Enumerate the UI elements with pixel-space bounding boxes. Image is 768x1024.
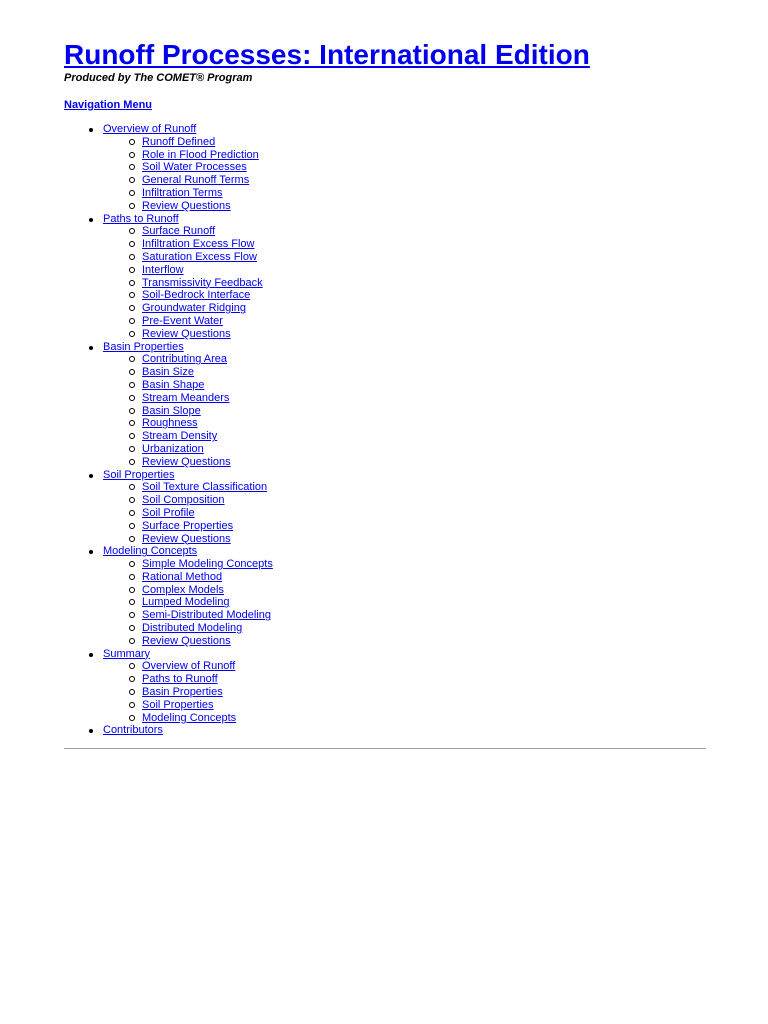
nav-subsection-list — [103, 481, 706, 545]
nav-subsection-item — [103, 353, 706, 366]
nav-subsection-item — [103, 622, 706, 635]
nav-subsection-link[interactable]: Soil Profile — [142, 506, 195, 519]
nav-subsection-item — [103, 251, 706, 264]
nav-subsection-item — [103, 200, 706, 213]
nav-subsection-item — [103, 149, 706, 162]
nav-subsection-link[interactable]: Distributed Modeling — [142, 622, 243, 635]
bullet-circle-icon — [129, 139, 135, 145]
bullet-circle-icon — [129, 612, 135, 618]
bullet-circle-icon — [129, 420, 135, 426]
bullet-circle-icon — [129, 702, 135, 708]
bullet-disc-icon — [89, 218, 93, 222]
nav-subsection-link[interactable]: Groundwater Ridging — [142, 302, 246, 315]
nav-subsection-item — [103, 225, 706, 238]
nav-section-link[interactable]: Basin Properties — [103, 340, 184, 353]
nav-subsection-link[interactable]: Stream Meanders — [142, 391, 230, 404]
bullet-disc-icon — [89, 474, 93, 478]
bullet-circle-icon — [129, 280, 135, 286]
bullet-circle-icon — [129, 395, 135, 401]
bullet-circle-icon — [129, 382, 135, 388]
nav-subsection-link[interactable]: General Runoff Terms — [142, 174, 250, 187]
nav-subsection-item — [103, 494, 706, 507]
nav-subsection-item — [103, 635, 706, 648]
bullet-circle-icon — [129, 587, 135, 593]
bullet-circle-icon — [129, 715, 135, 721]
nav-subsection-item — [103, 520, 706, 533]
bullet-disc-icon — [89, 653, 93, 657]
nav-subsection-list — [103, 660, 706, 724]
page-title-link[interactable]: Runoff Processes: International Edition — [64, 39, 590, 70]
nav-subsection-item — [103, 533, 706, 546]
nav-section — [64, 123, 706, 213]
nav-subsection-link[interactable]: Surface Properties — [142, 519, 234, 532]
bullet-circle-icon — [129, 356, 135, 362]
navigation-menu-link[interactable]: Navigation Menu — [64, 99, 153, 111]
nav-subsection-link[interactable]: Semi-Distributed Modeling — [142, 609, 271, 622]
producer-credit: Produced by The COMET® Program — [64, 72, 253, 84]
nav-subsection-link[interactable]: Simple Modeling Concepts — [142, 558, 273, 571]
nav-subsection-link[interactable]: Review Questions — [142, 634, 231, 647]
nav-subsection-item — [103, 558, 706, 571]
nav-section-link[interactable]: Contributors — [103, 724, 163, 737]
nav-section — [64, 724, 706, 737]
bullet-circle-icon — [129, 318, 135, 324]
nav-subsection-item — [103, 302, 706, 315]
bullet-circle-icon — [129, 241, 135, 247]
bullet-circle-icon — [129, 369, 135, 375]
nav-subsection-link[interactable]: Soil Properties — [142, 698, 214, 711]
nav-subsection-link[interactable]: Stream Density — [142, 430, 218, 443]
bullet-circle-icon — [129, 190, 135, 196]
nav-subsection-link[interactable]: Basin Size — [142, 366, 194, 379]
nav-subsection-link[interactable]: Soil Texture Classification — [142, 481, 268, 494]
bullet-circle-icon — [129, 510, 135, 516]
bullet-circle-icon — [129, 446, 135, 452]
nav-subsection-link[interactable]: Roughness — [142, 417, 198, 430]
nav-subsection-link[interactable]: Complex Models — [142, 583, 224, 596]
bullet-circle-icon — [129, 164, 135, 170]
nav-section-link[interactable]: Soil Properties — [103, 468, 175, 481]
nav-subsection-item — [103, 481, 706, 494]
bullet-circle-icon — [129, 523, 135, 529]
nav-subsection-link[interactable]: Infiltration Terms — [142, 186, 223, 199]
bullet-circle-icon — [129, 152, 135, 158]
bullet-circle-icon — [129, 561, 135, 567]
bullet-circle-icon — [129, 497, 135, 503]
nav-section — [64, 213, 706, 341]
nav-subsection-link[interactable]: Overview of Runoff — [142, 660, 236, 673]
bullet-circle-icon — [129, 484, 135, 490]
nav-subsection-item — [103, 609, 706, 622]
nav-subsection-link[interactable]: Review Questions — [142, 199, 231, 212]
nav-section-link[interactable]: Summary — [103, 647, 151, 660]
nav-subsection-item — [103, 264, 706, 277]
nav-subsection-link[interactable]: Basin Shape — [142, 378, 205, 391]
nav-subsection-link[interactable]: Basin Slope — [142, 404, 201, 417]
nav-subsection-item — [103, 571, 706, 584]
bullet-circle-icon — [129, 599, 135, 605]
nav-subsection-link[interactable]: Review Questions — [142, 327, 231, 340]
nav-subsection-link[interactable]: Runoff Defined — [142, 135, 216, 148]
nav-subsection-item — [103, 161, 706, 174]
nav-subsection-item — [103, 673, 706, 686]
bullet-circle-icon — [129, 292, 135, 298]
nav-subsection-item — [103, 238, 706, 251]
nav-subsection-link[interactable]: Lumped Modeling — [142, 596, 230, 609]
page-content — [64, 38, 706, 749]
bullet-disc-icon — [89, 346, 93, 350]
bullet-disc-icon — [89, 128, 93, 132]
nav-subsection-link[interactable]: Basin Properties — [142, 686, 223, 699]
nav-subsection-item — [103, 584, 706, 597]
bullet-circle-icon — [129, 574, 135, 580]
nav-subsection-item — [103, 315, 706, 328]
nav-subsection-link[interactable]: Transmissivity Feedback — [142, 276, 263, 289]
nav-section — [64, 648, 706, 725]
bullet-circle-icon — [129, 663, 135, 669]
nav-subsection-list — [103, 225, 706, 340]
bullet-circle-icon — [129, 536, 135, 542]
bullet-circle-icon — [129, 203, 135, 209]
nav-subsection-link[interactable]: Modeling Concepts — [142, 711, 237, 724]
nav-subsection-item — [103, 392, 706, 405]
nav-subsection-item — [103, 136, 706, 149]
nav-section — [64, 545, 706, 647]
bullet-circle-icon — [129, 228, 135, 234]
bullet-disc-icon — [89, 550, 93, 554]
nav-subsection-item — [103, 187, 706, 200]
nav-subsection-item — [103, 699, 706, 712]
nav-subsection-link[interactable]: Contributing Area — [142, 353, 227, 366]
bullet-circle-icon — [129, 254, 135, 260]
nav-subsection-link[interactable]: Surface Runoff — [142, 225, 216, 238]
nav-subsection-link[interactable]: Saturation Excess Flow — [142, 250, 257, 263]
navigation-menu — [64, 123, 706, 737]
nav-subsection-item — [103, 596, 706, 609]
nav-subsection-link[interactable]: Soil Composition — [142, 494, 225, 507]
nav-section-link[interactable]: Modeling Concepts — [103, 545, 198, 558]
nav-subsection-item — [103, 174, 706, 187]
bullet-circle-icon — [129, 331, 135, 337]
nav-subsection-item — [103, 328, 706, 341]
nav-subsection-item — [103, 430, 706, 443]
bullet-circle-icon — [129, 638, 135, 644]
nav-subsection-list — [103, 353, 706, 468]
nav-subsection-link[interactable]: Interflow — [142, 263, 184, 276]
bullet-circle-icon — [129, 676, 135, 682]
nav-subsection-link[interactable]: Paths to Runoff — [142, 673, 218, 686]
nav-subsection-item — [103, 660, 706, 673]
nav-subsection-item — [103, 379, 706, 392]
nav-section — [64, 341, 706, 469]
nav-subsection-item — [103, 686, 706, 699]
nav-section — [64, 469, 706, 546]
nav-subsection-item — [103, 443, 706, 456]
bullet-circle-icon — [129, 459, 135, 465]
horizontal-rule — [64, 748, 706, 749]
nav-subsection-item — [103, 456, 706, 469]
nav-subsection-link[interactable]: Urbanization — [142, 442, 204, 455]
nav-subsection-item — [103, 289, 706, 302]
nav-subsection-item — [103, 417, 706, 430]
nav-subsection-link[interactable]: Pre-Event Water — [142, 314, 223, 327]
nav-section-link[interactable]: Paths to Runoff — [103, 212, 179, 225]
nav-subsection-item — [103, 405, 706, 418]
nav-subsection-link[interactable]: Infiltration Excess Flow — [142, 238, 255, 251]
nav-subsection-link[interactable]: Soil Water Processes — [142, 161, 247, 174]
bullet-circle-icon — [129, 689, 135, 695]
bullet-disc-icon — [89, 729, 93, 733]
nav-subsection-link[interactable]: Review Questions — [142, 455, 231, 468]
nav-subsection-item — [103, 712, 706, 725]
nav-section-link[interactable]: Overview of Runoff — [103, 123, 197, 135]
nav-subsection-item — [103, 277, 706, 290]
nav-subsection-list — [103, 136, 706, 213]
bullet-circle-icon — [129, 625, 135, 631]
nav-subsection-link[interactable]: Role in Flood Prediction — [142, 148, 259, 161]
nav-subsection-item — [103, 507, 706, 520]
bullet-circle-icon — [129, 305, 135, 311]
bullet-circle-icon — [129, 177, 135, 183]
nav-subsection-link[interactable]: Review Questions — [142, 532, 231, 545]
bullet-circle-icon — [129, 433, 135, 439]
nav-subsection-link[interactable]: Rational Method — [142, 570, 223, 583]
nav-subsection-list — [103, 558, 706, 648]
bullet-circle-icon — [129, 267, 135, 273]
nav-subsection-link[interactable]: Soil-Bedrock Interface — [142, 289, 251, 302]
nav-subsection-item — [103, 366, 706, 379]
bullet-circle-icon — [129, 408, 135, 414]
